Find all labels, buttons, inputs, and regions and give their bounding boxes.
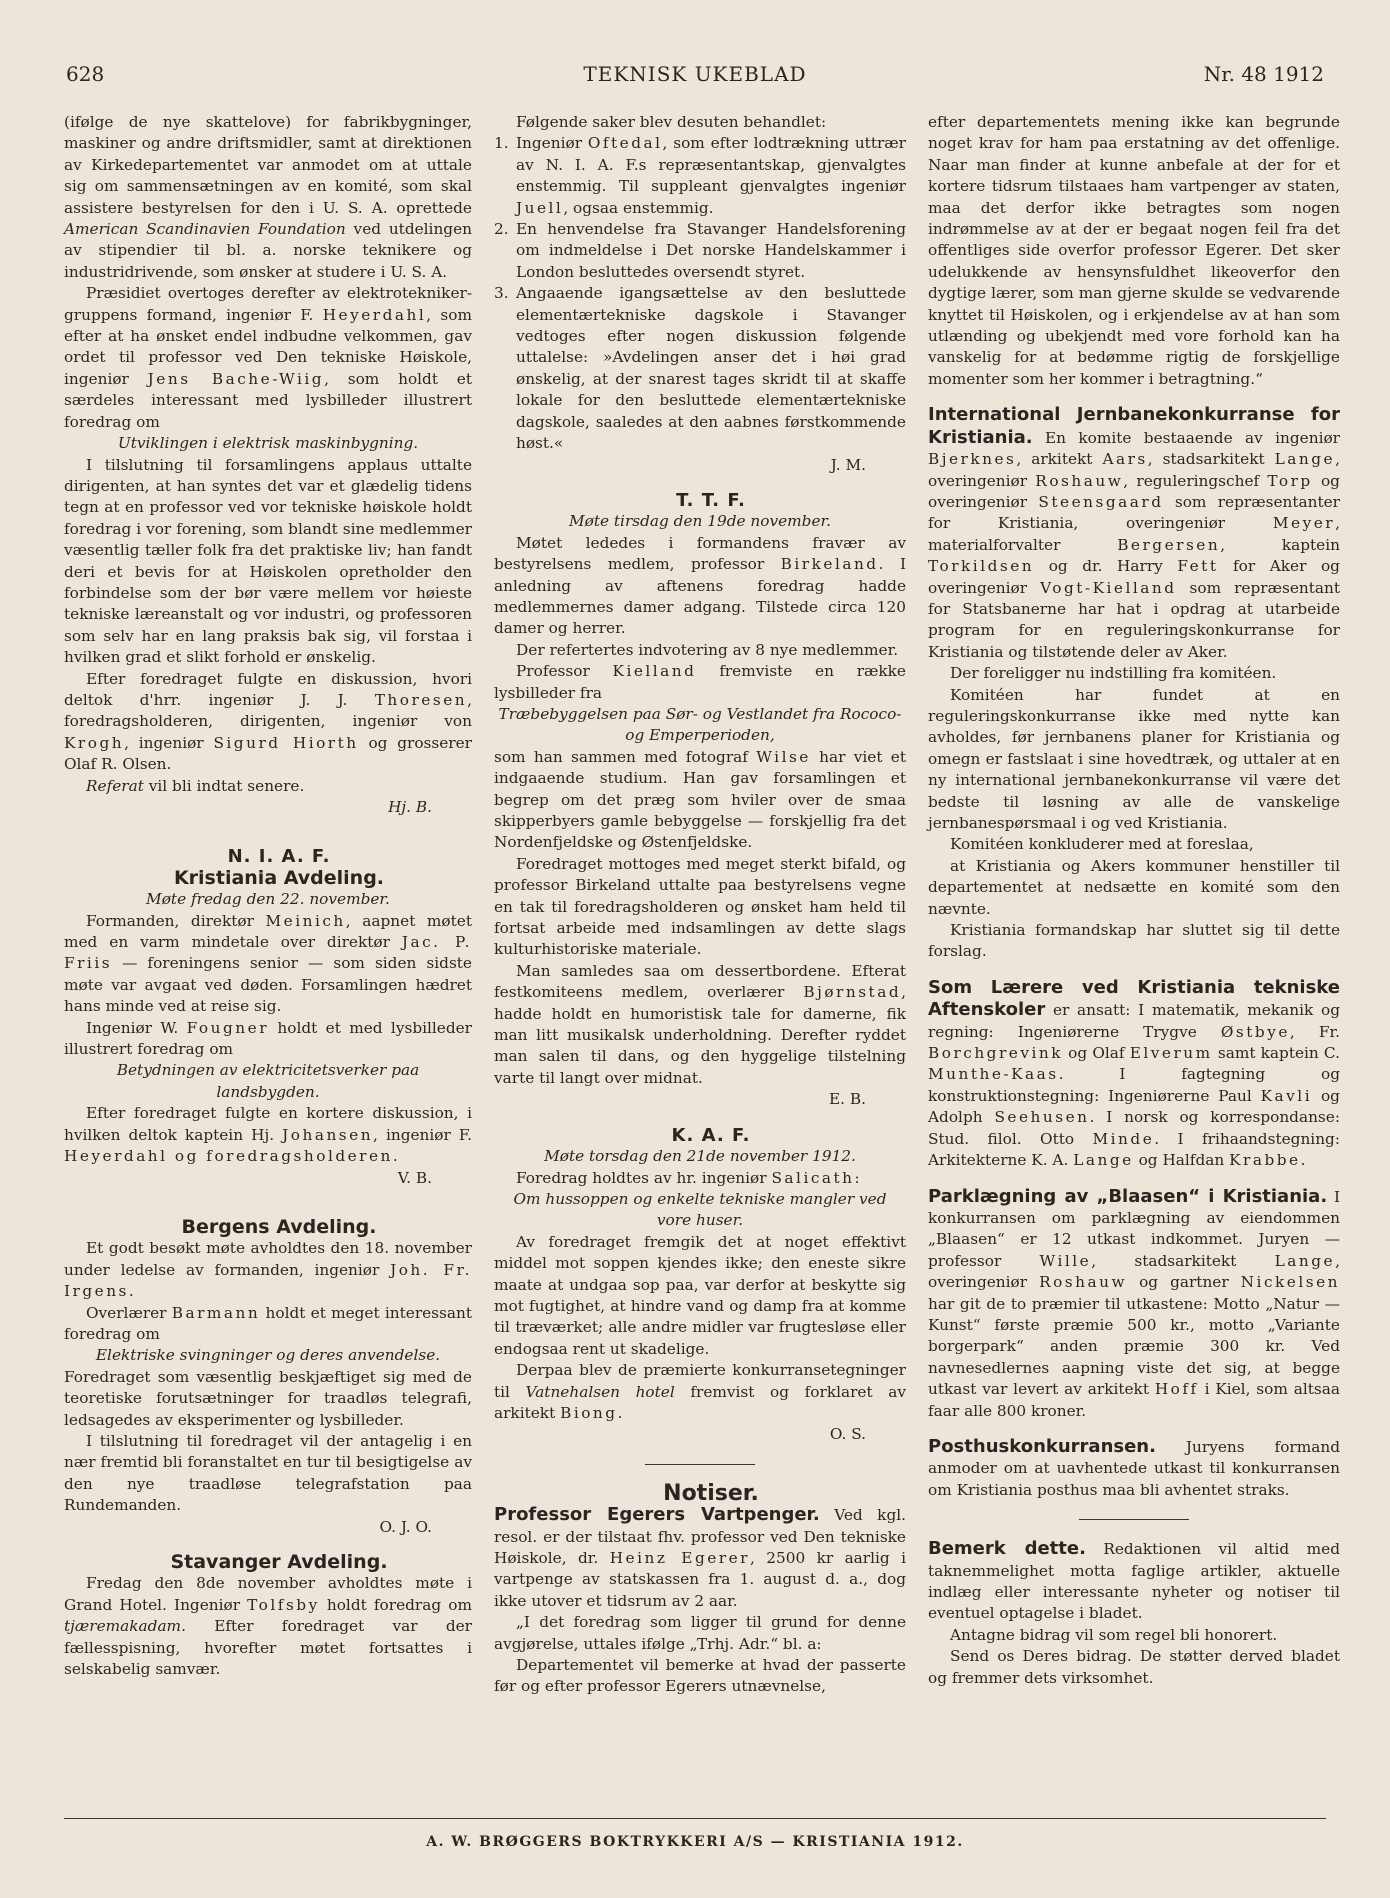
divider (645, 1464, 755, 1465)
paragraph: Departementet vil bemerke at hvad der passerte før og efter professor Egerers utnævnelse, (494, 1656, 906, 1696)
list-item: 1. Ingeniør Oftedal, som efter lodtrækning uttrær av N. I. A. F.s repræsentantskap, gjenvalgtes enstemmig. Til suppleant gjenvalgtes ingeniør Juell, ogsaa enstemmig. (494, 134, 906, 217)
signature: E. B. (829, 1090, 866, 1109)
page-header (66, 62, 1324, 96)
news-headline: International Jernbanekonkurranse for Kristiania. (928, 404, 1340, 448)
lecture-title: Om hussoppen og enkelte tekniske mangler ved vore huser. (513, 1189, 887, 1230)
news-headline: Bemerk dette. (928, 1538, 1086, 1560)
signature: O. S. (829, 1425, 866, 1444)
list-item: 2. En henvendelse fra Stavanger Handelsforening om indmeldelse i Det norske Handelskammer i London besluttedes oversendt styret. (494, 220, 906, 281)
paragraph: Av foredraget fremgik det at noget effektivt middel mot soppen kjendes ikke; den eneste sikre maate at undgaa sop paa, var derfor at beskytte sig mot fugtighet, at hindre vand og damp fra at komme til træværket; alle andre midler var frugtesløse eller endogsaa rent ut skadelige. (494, 1232, 906, 1358)
section-heading: K. A. F. (671, 1124, 751, 1146)
section-subheading: Bergens Avdeling. (181, 1215, 377, 1238)
paragraph: International Jernbanekonkurranse for Kristiania. En komite bestaaende av ingeniør Bjerknes, arkitekt Aars, stadsarkitekt Lange, overingeniør Roshauw, reguleringschef Torp og overingeniør Steensgaard som repræsentanter for Kristiania, overingeniør Meyer, materialforvalter Bergersen, kaptein Torkildsen og dr. Harry Fett for Aker og overingeniør Vogt-Kielland som repræsentant for Statsbanerne har hat i opdrag at utarbeide program for en reguleringskonkurranse for Kristiania og tilstøtende deler av Aker. (928, 404, 1340, 661)
paragraph: I tilslutning til foredraget vil der antagelig i en nær fremtid bli foranstaltet en tur til besigtigelse av den nye traadløse telegrafstation paa Rundemanden. (64, 1431, 472, 1515)
paragraph: Antagne bidrag vil som regel bli honorert. (950, 1625, 1278, 1644)
meeting-date: Møte fredag den 22. november. (146, 890, 390, 909)
page-number: 628 (66, 62, 105, 86)
paragraph: Komitéen har fundet at en reguleringskonkurranse ikke med nytte kan avholdes, før jernbanens planer for Kristiania og omegn er fastslaat i sine hovedtræk, og uttaler at en ny international jernbanekonkurranse vil være det bedste til løsning av alle de vanskelige jernbanespørsmaal i og ved Kristiania. (928, 685, 1340, 832)
paragraph: Formanden, direktør Meinich, aapnet møtet med en varm mindetale over direktør Jac. P. Friis — foreningens senior — som siden sidste møte var avgaat ved døden. Forsamlingen hædret hans minde ved at reise sig. (64, 911, 472, 1016)
news-headline: Som Lærere ved Kristiania tekniske Aftenskoler (928, 976, 1340, 1021)
column-2 (494, 112, 906, 1698)
signature: V. B. (397, 1168, 432, 1187)
footer-rule (64, 1818, 1326, 1819)
paragraph: Komitéen konkluderer med at foreslaa, (950, 835, 1254, 854)
lecture-title: Elektriske svingninger og deres anvendelse. (95, 1346, 441, 1365)
paragraph: efter departementets mening ikke kan begrunde noget krav for ham paa erstatning av det offenlige. Naar man finder at kunne anbefale at der for et kortere tidsrum tilstaaes ham vartpenger av staten, maa det derfor ikke betragtes som nogen indrømmelse av at der er begaat nogen feil fra det offentliges side overfor professor Egerer. Det sker udelukkende av hensynsfuldhet likeoverfor den dygtige lærer, som man gjerne skulde se vedvarende knyttet til Høiskolen, og i erkjendelse av at han som utlænding og ubekjendt med vore forhold kan ha vanskelig for at bedømme rigtig de forskjellige momenter som her kommer i betragtning.“ (928, 113, 1340, 388)
section-heading: Notiser. (663, 1480, 759, 1506)
meeting-date: Møte tirsdag den 19de november. (568, 512, 832, 531)
section-subheading: Stavanger Avdeling. (170, 1551, 388, 1573)
paragraph: Posthuskonkurransen. Juryens formand anmoder om at uavhentede utkast til konkurransen om Kristiania posthus maa bli avhentet straks. (928, 1435, 1340, 1499)
paragraph: Referat vil bli indtat senere. (86, 776, 305, 795)
paragraph: Foredraget mottoges med meget sterkt bifald, og professor Birkeland uttalte paa bestyrelsens vegne en tak til foredragsholderen og ønsket ham held til fortsat arbeide med indsamlingen av dette slags kulturhistoriske materiale. (494, 854, 906, 959)
resolution-list (494, 133, 906, 454)
paragraph: Møtet lededes i formandens fravær av bestyrelsens medlem, professor Birkeland. I anledning av aftenens foredrag hadde medlemmernes damer adgang. Tilstede circa 120 damer og herrer. (494, 533, 906, 638)
section-subheading: Kristiania Avdeling. (173, 866, 385, 889)
printer-imprint: A. W. BRØGGERS BOKTRYKKERI A/S — KRISTIANIA 1912. (426, 1834, 964, 1850)
paragraph: Bemerk dette. Redaktionen vil altid med taknemmelighet motta faglige artikler, aktuelle indlæg eller interessante nyheter og notiser til eventuel optagelse i bladet. (928, 1538, 1340, 1623)
paragraph: Præsidiet overtoges derefter av elektrotekniker-gruppens formand, ingeniør F. Heyerdahl, som efter at ha ønsket endel indbudne velkommen, gav ordet til professor ved Den tekniske Høiskole, ingeniør Jens Bache-Wiig, som holdt et særdeles interessant med lysbilleder illustrert foredrag om (64, 284, 472, 431)
paragraph: Fredag den 8de november avholdtes møte i Grand Hotel. Ingeniør Tolfsby holdt foredrag om tjæremakadam. Efter foredraget var der fællesspisning, hvorefter møtet fortsattes i selskabelig samvær. (64, 1574, 472, 1679)
journal-title: TEKNISK UKEBLAD (583, 62, 807, 86)
news-headline: Parklægning av „Blaasen“ i Kristiania. (928, 1185, 1328, 1207)
column-3 (928, 112, 1340, 1689)
signature: O. J. O. (379, 1517, 432, 1536)
paragraph: Send os Deres bidrag. De støtter derved bladet og fremmer dets virksomhet. (928, 1647, 1340, 1687)
column-1 (64, 112, 472, 1680)
section-heading: T. T. F. (676, 489, 746, 511)
divider (1079, 1519, 1189, 1520)
paragraph: Som Lærere ved Kristiania tekniske Aftenskoler er ansatt: I matematik, mekanik og regning: Ingeniørerne Trygve Østbye, Fr. Borchgrevink og Olaf Elverum samt kaptein C. Munthe-Kaas. I fagtegning og konstruktionstegning: Ingeniørerne Paul Kavli og Adolph Seehusen. I norsk og korrespondanse: Stud. filol. Otto Minde. I frihaandstegning: Arkitekterne K. A. Lange og Halfdan Krabbe. (928, 976, 1340, 1170)
signature: Hj. B. (388, 798, 432, 816)
issue-number: Nr. 48 1912 (1203, 62, 1324, 86)
paragraph: Der refertertes indvotering av 8 nye medlemmer. (516, 640, 899, 659)
paragraph: Kristiania formandskap har sluttet sig til dette forslag. (928, 921, 1340, 961)
paragraph: I tilslutning til forsamlingens applaus uttalte dirigenten, at han syntes det var et glædelig tidens tegn at en professor ved vor tekniske høiskole holdt foredrag i vor forening, som blandt sine medlemmer væsentlig tæller folk fra det praktiske liv; han fandt deri et bevis for at Høiskolen opretholder den forbindelse som der bør være mellem vor høieste tekniske læreanstalt og vor industri, og professoren som selv har en lang praksis bak sig, vil forstaa i hvilken grad et slikt forhold er ønskelig. (64, 455, 472, 667)
paragraph: Efter foredraget fulgte en kortere diskussion, i hvilken deltok kaptein Hj. Johansen, ingeniør F. Heyerdahl og foredragsholderen. (64, 1104, 472, 1166)
paragraph: Man samledes saa om dessertbordene. Efterat festkomiteens medlem, overlærer Bjørnstad, hadde holdt en humoristisk tale for damerne, fik man litt musikalsk underholdning. Derefter ryddet man salen til dans, og den hyggelige tilstelning varte til langt over midnat. (494, 961, 906, 1087)
paragraph: Professor Egerers Vartpenger. Ved kgl. resol. er der tilstaat fhv. professor ved Den tekniske Høiskole, dr. Heinz Egerer, 2500 kr aarlig i vartpenge av statskassen fra 1. august d. a., dog ikke utover et tidsrum av 2 aar. (494, 1504, 906, 1610)
paragraph: (ifølge de nye skattelove) for fabrikbygninger, maskiner og andre driftsmidler, samt at direktionen av Kirkedepartementet var anmodet om at uttale sig om sammensætningen av en komité, som skal assistere bestyrelsen for den i U. S. A. oprettede American Scandinavien Foundation ved utdelingen av stipendier til bl. a. norske teknikere og industridrivende, som ønsker at studere i U. S. A. (64, 113, 472, 281)
list-item: 3. Angaaende igangsættelse av den besluttede elementærtekniske dagskole i Stavanger vedtoges efter nogen diskussion følgende uttalelse: »Avdelingen anser det i høi grad ønskelig, at der snarest tages skridt til at skaffe lokale for den besluttede elementærtekniske dagskole, saaledes at den aabnes førstkommende høst.« (494, 284, 906, 453)
paragraph: Ingeniør W. Fougner holdt et med lysbilleder illustrert foredrag om (64, 1018, 472, 1059)
paragraph: Følgende saker blev desuten behandlet: (516, 113, 827, 131)
paragraph: Der foreligger nu indstilling fra komitéen. (950, 664, 1277, 683)
paragraph: som han sammen med fotograf Wilse har viet et indgaaende studium. Han gav forsamlingen et begrep om det præg som hviler over de smaa skipperbyers gamle bebyggelse — forskjellig fra det Nordenfjeldske og Østenfjeldske. (494, 747, 906, 852)
lecture-title: Betydningen av elektricitetsverker paa landsbygden. (116, 1061, 420, 1101)
signature: J. M. (830, 455, 866, 474)
paragraph: at Kristiania og Akers kommuner henstiller til departementet at nedsætte en komité som den nævnte. (928, 856, 1340, 918)
news-headline: Professor Egerers Vartpenger. (494, 1504, 820, 1526)
paragraph: Overlærer Barmann holdt et meget interessant foredrag om (64, 1303, 472, 1343)
paragraph: Efter foredraget fulgte en diskussion, hvori deltok d'hrr. ingeniør J. J. Thoresen, foredragsholderen, dirigenten, ingeniør von Krogh, ingeniør Sigurd Hiorth og grosserer Olaf R. Olsen. (64, 669, 472, 774)
paragraph: Foredraget som væsentlig beskjæftiget sig med de teoretiske forutsætninger for traadløs telegrafi, ledsagedes av eksperimenter og lysbilleder. (64, 1367, 472, 1429)
paragraph: Foredrag holdtes av hr. ingeniør Salicath: (516, 1168, 860, 1187)
lecture-title: Træbebyggelsen paa Sør- og Vestlandet fra Rococo- og Emperperioden, (498, 704, 902, 745)
lecture-title: Utviklingen i elektrisk maskinbygning. (117, 434, 419, 453)
news-headline: Posthuskonkurransen. (928, 1435, 1156, 1457)
paragraph: Parklægning av „Blaasen“ i Kristiania. I konkurransen om parklægning av eiendommen „Blaasen“ er 12 utkast indkommet. Juryen — professor Wille, stadsarkitekt Lange, overingeniør Roshauw og gartner Nickelsen har git de to præmier til utkastene: Motto „Natur — Kunst“ første præmie 500 kr., motto „Variante borgerpark“ anden præmie 300 kr. Ved navnesedlernes aapning viste det sig, at begge utkast var levert av arkitekt Hoff i Kiel, som altsaa faar alle 800 kroner. (928, 1185, 1340, 1420)
paragraph: Derpaa blev de præmierte konkurransetegninger til Vatnehalsen hotel fremvist og forklaret av arkitekt Biong. (494, 1361, 906, 1422)
paragraph: Et godt besøkt møte avholdtes den 18. november under ledelse av formanden, ingeniør Joh. Fr. Irgens. (64, 1239, 472, 1301)
paragraph: „I det foredrag som ligger til grund for denne avgjørelse, uttales ifølge „Trhj. Adr.“ bl. a: (494, 1613, 906, 1653)
meeting-date: Møte torsdag den 21de november 1912. (544, 1147, 856, 1166)
paragraph: Professor Kielland fremviste en række lysbilleder fra (494, 662, 906, 702)
section-heading: N. I. A. F. (227, 846, 331, 868)
